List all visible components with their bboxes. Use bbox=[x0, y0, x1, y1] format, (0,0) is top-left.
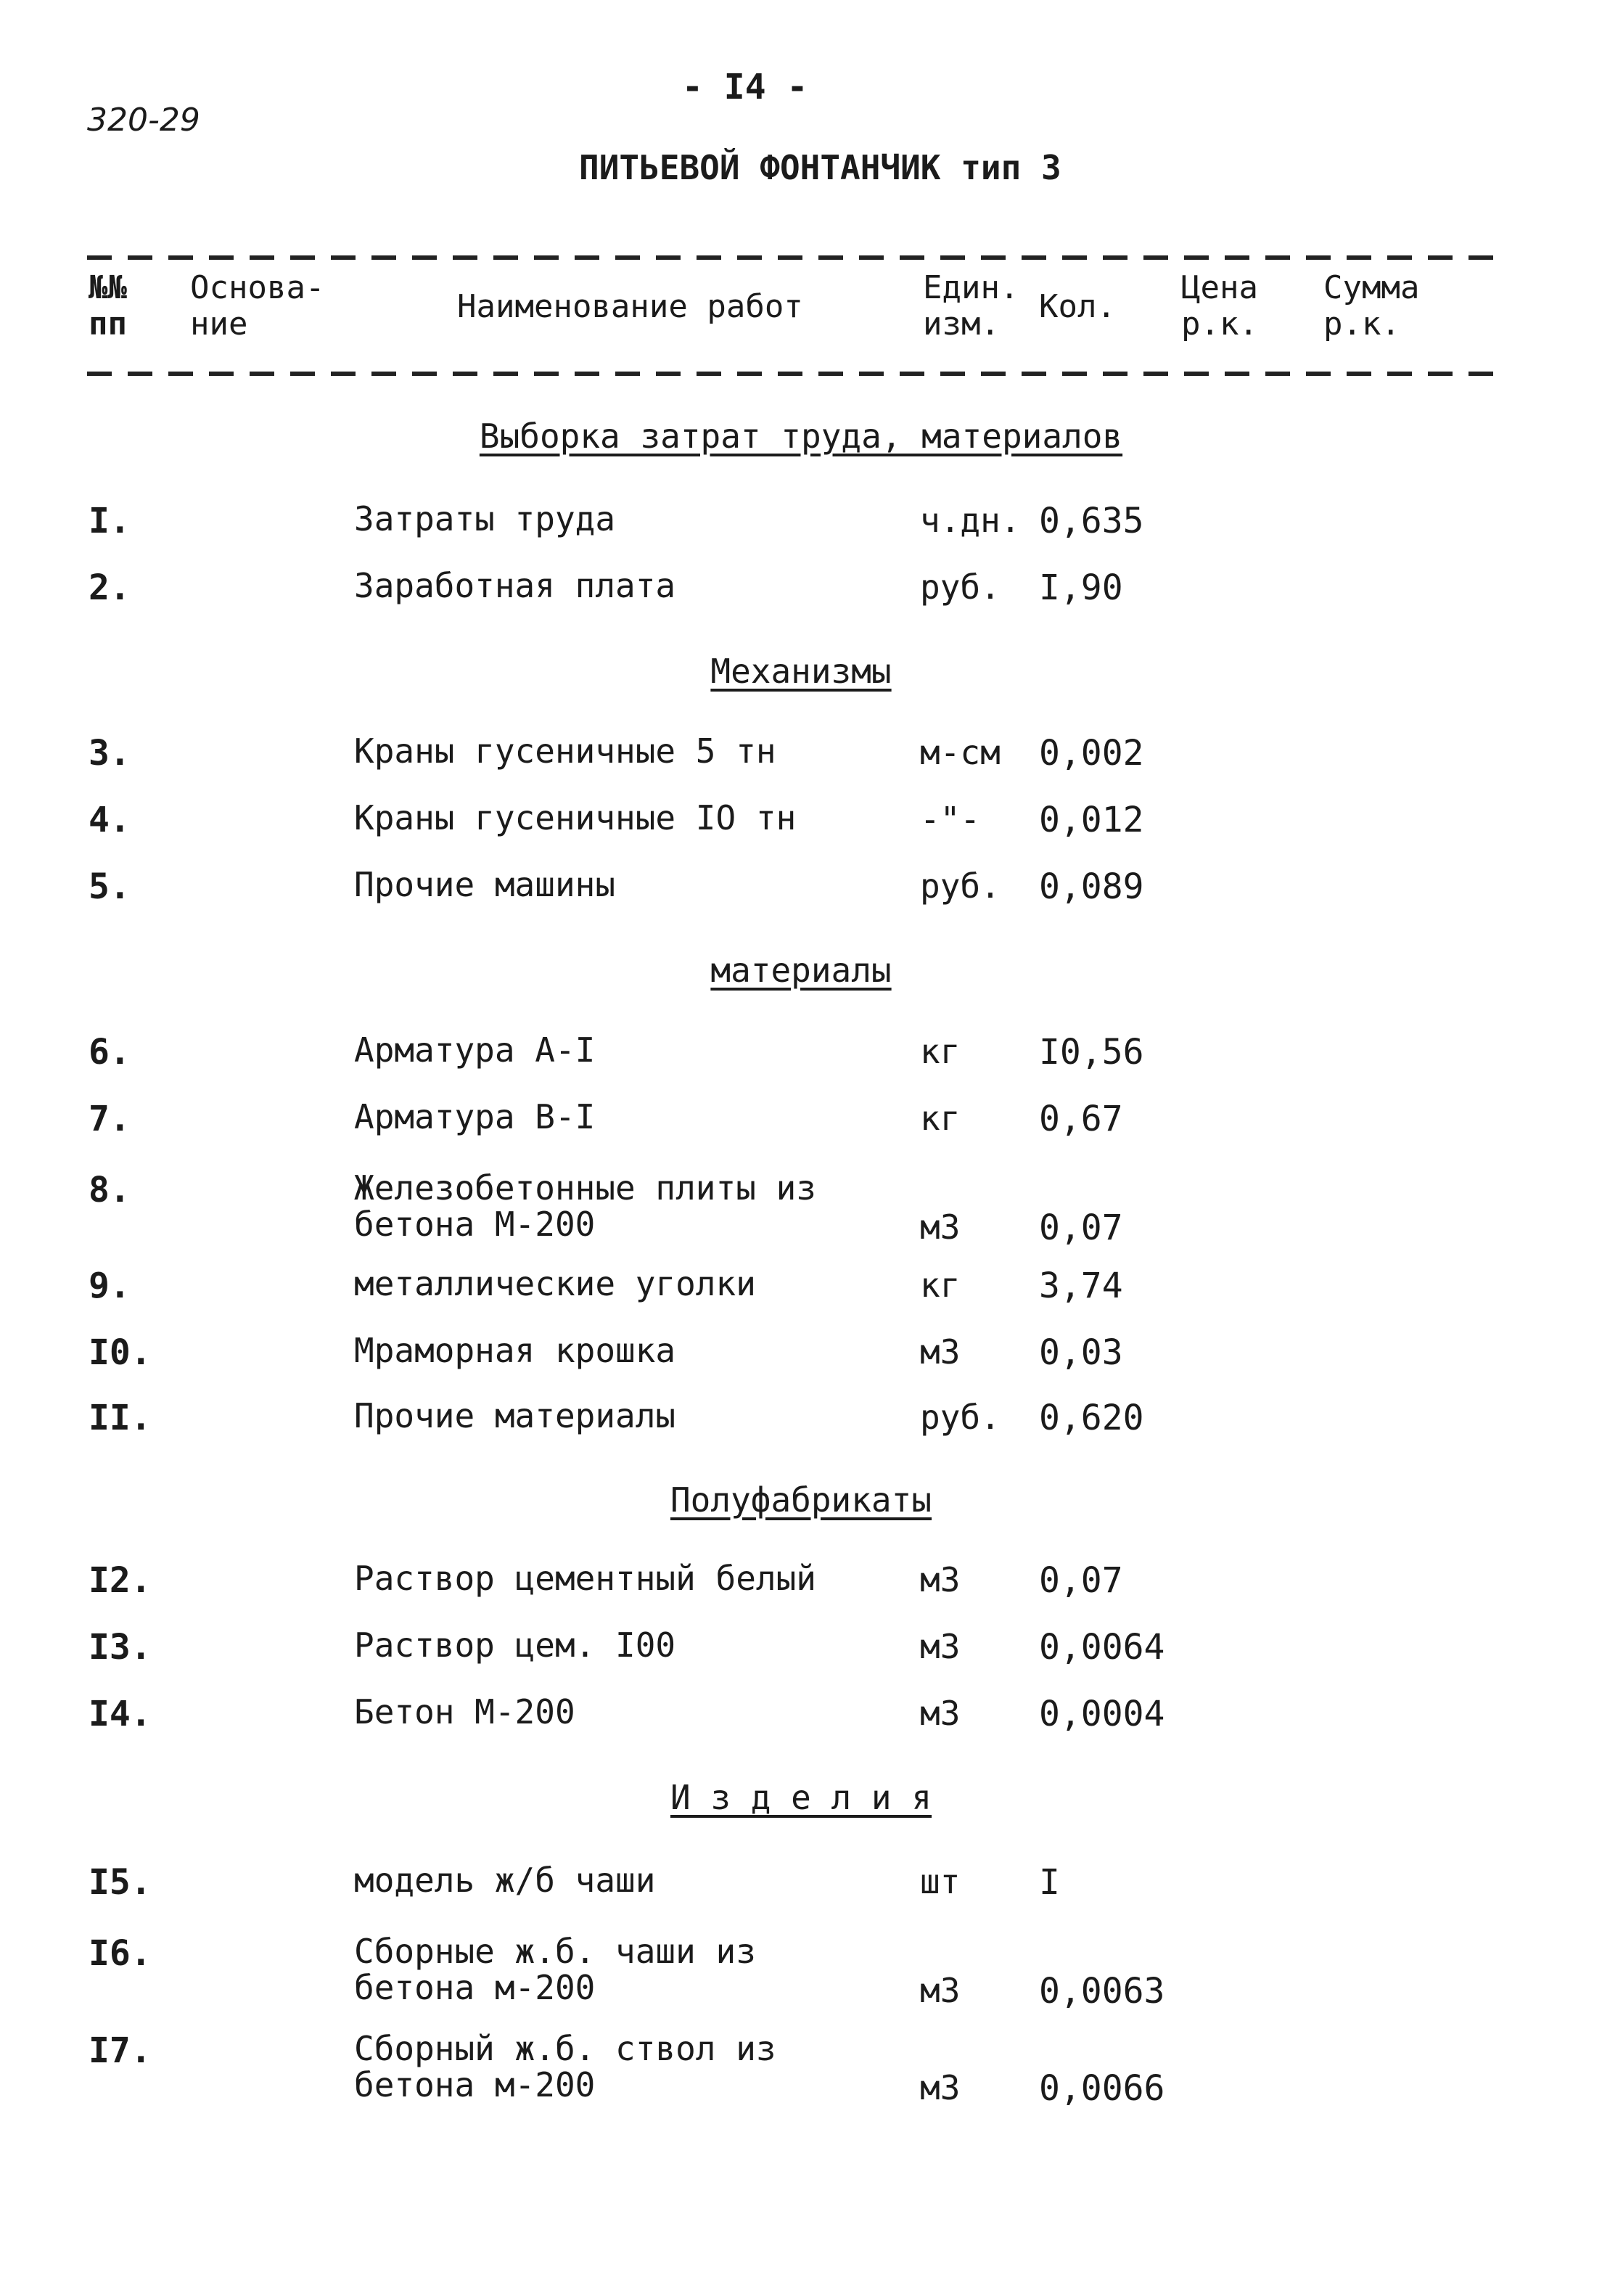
row-unit: ч.дн. bbox=[920, 501, 1021, 540]
row-unit: м3 bbox=[920, 1208, 961, 1247]
header-top-divider bbox=[87, 255, 1495, 260]
row-unit: м3 bbox=[920, 1332, 961, 1372]
row-unit: руб. bbox=[920, 567, 1001, 607]
row-unit: м3 bbox=[920, 1560, 961, 1599]
row-unit: м3 bbox=[920, 2068, 961, 2107]
row-number: 5. bbox=[89, 866, 131, 907]
row-qty: 0,0063 bbox=[1039, 1971, 1165, 2012]
row-number: I5. bbox=[89, 1862, 152, 1903]
row-qty: 0,03 bbox=[1039, 1332, 1123, 1373]
section-title-machinery: Механизмы bbox=[710, 652, 892, 691]
row-name: модель ж/б чаши bbox=[354, 1861, 656, 1900]
row-name: металлические уголки bbox=[354, 1264, 756, 1303]
row-number: I0. bbox=[89, 1332, 152, 1373]
header-work-name: Наименование работ bbox=[457, 288, 803, 325]
table-row bbox=[0, 1627, 1602, 1670]
table-row bbox=[0, 2030, 1602, 2110]
row-name: Затраты труда bbox=[354, 499, 616, 538]
row-qty: 0,07 bbox=[1039, 1560, 1123, 1601]
header-basis: Основа- ние bbox=[190, 269, 325, 343]
row-qty: 0,012 bbox=[1039, 800, 1144, 840]
row-qty: 0,0004 bbox=[1039, 1694, 1165, 1734]
row-name: Прочие материалы bbox=[354, 1396, 676, 1435]
header-price: Цена р.к. bbox=[1181, 269, 1258, 343]
row-number: 8. bbox=[89, 1170, 131, 1210]
header-sum: Сумма р.к. bbox=[1323, 269, 1420, 343]
row-unit: м3 bbox=[920, 1971, 961, 2010]
header-num: №№ пп bbox=[89, 269, 127, 343]
table-row bbox=[0, 1862, 1602, 1906]
row-number: I6. bbox=[89, 1933, 152, 1974]
section-title-semi-finished: Полуфабрикаты bbox=[670, 1480, 932, 1520]
document-code: 320-29 bbox=[87, 102, 200, 139]
header-qty: Кол. bbox=[1039, 288, 1116, 325]
row-unit: м-см bbox=[920, 733, 1001, 772]
table-row bbox=[0, 567, 1602, 611]
row-qty: 0,089 bbox=[1039, 866, 1144, 907]
table-row bbox=[0, 501, 1602, 544]
row-number: 6. bbox=[89, 1032, 131, 1073]
row-unit: руб. bbox=[920, 866, 1001, 906]
row-number: I2. bbox=[89, 1560, 152, 1601]
row-number: I3. bbox=[89, 1627, 152, 1668]
row-name: Раствор цем. I00 bbox=[354, 1625, 676, 1665]
row-number: II. bbox=[89, 1398, 152, 1438]
row-unit: руб. bbox=[920, 1398, 1001, 1437]
row-qty: I0,56 bbox=[1039, 1032, 1144, 1073]
table-row bbox=[0, 733, 1602, 776]
row-qty: 0,07 bbox=[1039, 1208, 1123, 1248]
table-row bbox=[0, 1266, 1602, 1309]
table-row bbox=[0, 1032, 1602, 1075]
row-number: I7. bbox=[89, 2030, 152, 2071]
row-number: 4. bbox=[89, 800, 131, 840]
row-qty: 0,67 bbox=[1039, 1099, 1123, 1139]
page-title: ПИТЬЕВОЙ ФОНТАНЧИК тип 3 bbox=[579, 148, 1061, 187]
row-number: I. bbox=[89, 501, 131, 541]
row-qty: 0,0066 bbox=[1039, 2068, 1165, 2109]
row-number: 7. bbox=[89, 1099, 131, 1139]
header-unit: Един. изм. bbox=[923, 269, 1019, 343]
row-number: I4. bbox=[89, 1694, 152, 1734]
row-name: Краны гусеничные 5 тн bbox=[354, 731, 776, 771]
row-unit: м3 bbox=[920, 1627, 961, 1666]
row-name: Заработная плата bbox=[354, 566, 676, 605]
row-unit: -"- bbox=[920, 800, 981, 839]
table-row bbox=[0, 866, 1602, 910]
row-qty: 0,620 bbox=[1039, 1398, 1144, 1438]
row-name: Железобетонные плиты из бетона М-200 bbox=[354, 1168, 816, 1244]
table-row bbox=[0, 1560, 1602, 1604]
row-name: Сборные ж.б. чаши из бетона м-200 bbox=[354, 1932, 756, 2007]
row-number: 2. bbox=[89, 567, 131, 608]
table-row bbox=[0, 1332, 1602, 1376]
row-qty: 0,0064 bbox=[1039, 1627, 1165, 1668]
row-name: Арматура А-I bbox=[354, 1030, 596, 1070]
section-title-materials: материалы bbox=[710, 951, 892, 990]
table-row bbox=[0, 1933, 1602, 2013]
row-qty: 0,635 bbox=[1039, 501, 1144, 541]
row-name: Краны гусеничные IO тн bbox=[354, 798, 797, 837]
row-name: Сборный ж.б. ствол из бетона м-200 bbox=[354, 2029, 776, 2104]
row-unit: кг bbox=[920, 1032, 961, 1071]
row-name: Прочие машины bbox=[354, 865, 616, 904]
row-name: Мраморная крошка bbox=[354, 1331, 676, 1370]
row-qty: I,90 bbox=[1039, 567, 1123, 608]
row-name: Арматура В-I bbox=[354, 1097, 596, 1136]
table-row bbox=[0, 800, 1602, 843]
row-name: Бетон М-200 bbox=[354, 1692, 575, 1731]
table-row bbox=[0, 1170, 1602, 1250]
row-number: 3. bbox=[89, 733, 131, 774]
row-name: Раствор цементный белый bbox=[354, 1559, 816, 1598]
row-qty: I bbox=[1039, 1862, 1060, 1903]
header-bottom-divider bbox=[87, 372, 1495, 376]
section-title-products: И з д е л и я bbox=[670, 1778, 932, 1817]
page-number: - I4 - bbox=[682, 67, 808, 107]
section-title-labor: Выборка затрат труда, материалов bbox=[479, 417, 1123, 456]
row-qty: 3,74 bbox=[1039, 1266, 1123, 1306]
row-number: 9. bbox=[89, 1266, 131, 1306]
table-row bbox=[0, 1694, 1602, 1737]
row-unit: кг bbox=[920, 1266, 961, 1305]
table-row bbox=[0, 1398, 1602, 1441]
row-unit: шт bbox=[920, 1862, 961, 1901]
row-unit: м3 bbox=[920, 1694, 961, 1733]
row-qty: 0,002 bbox=[1039, 733, 1144, 774]
table-row bbox=[0, 1099, 1602, 1142]
row-unit: кг bbox=[920, 1099, 961, 1138]
